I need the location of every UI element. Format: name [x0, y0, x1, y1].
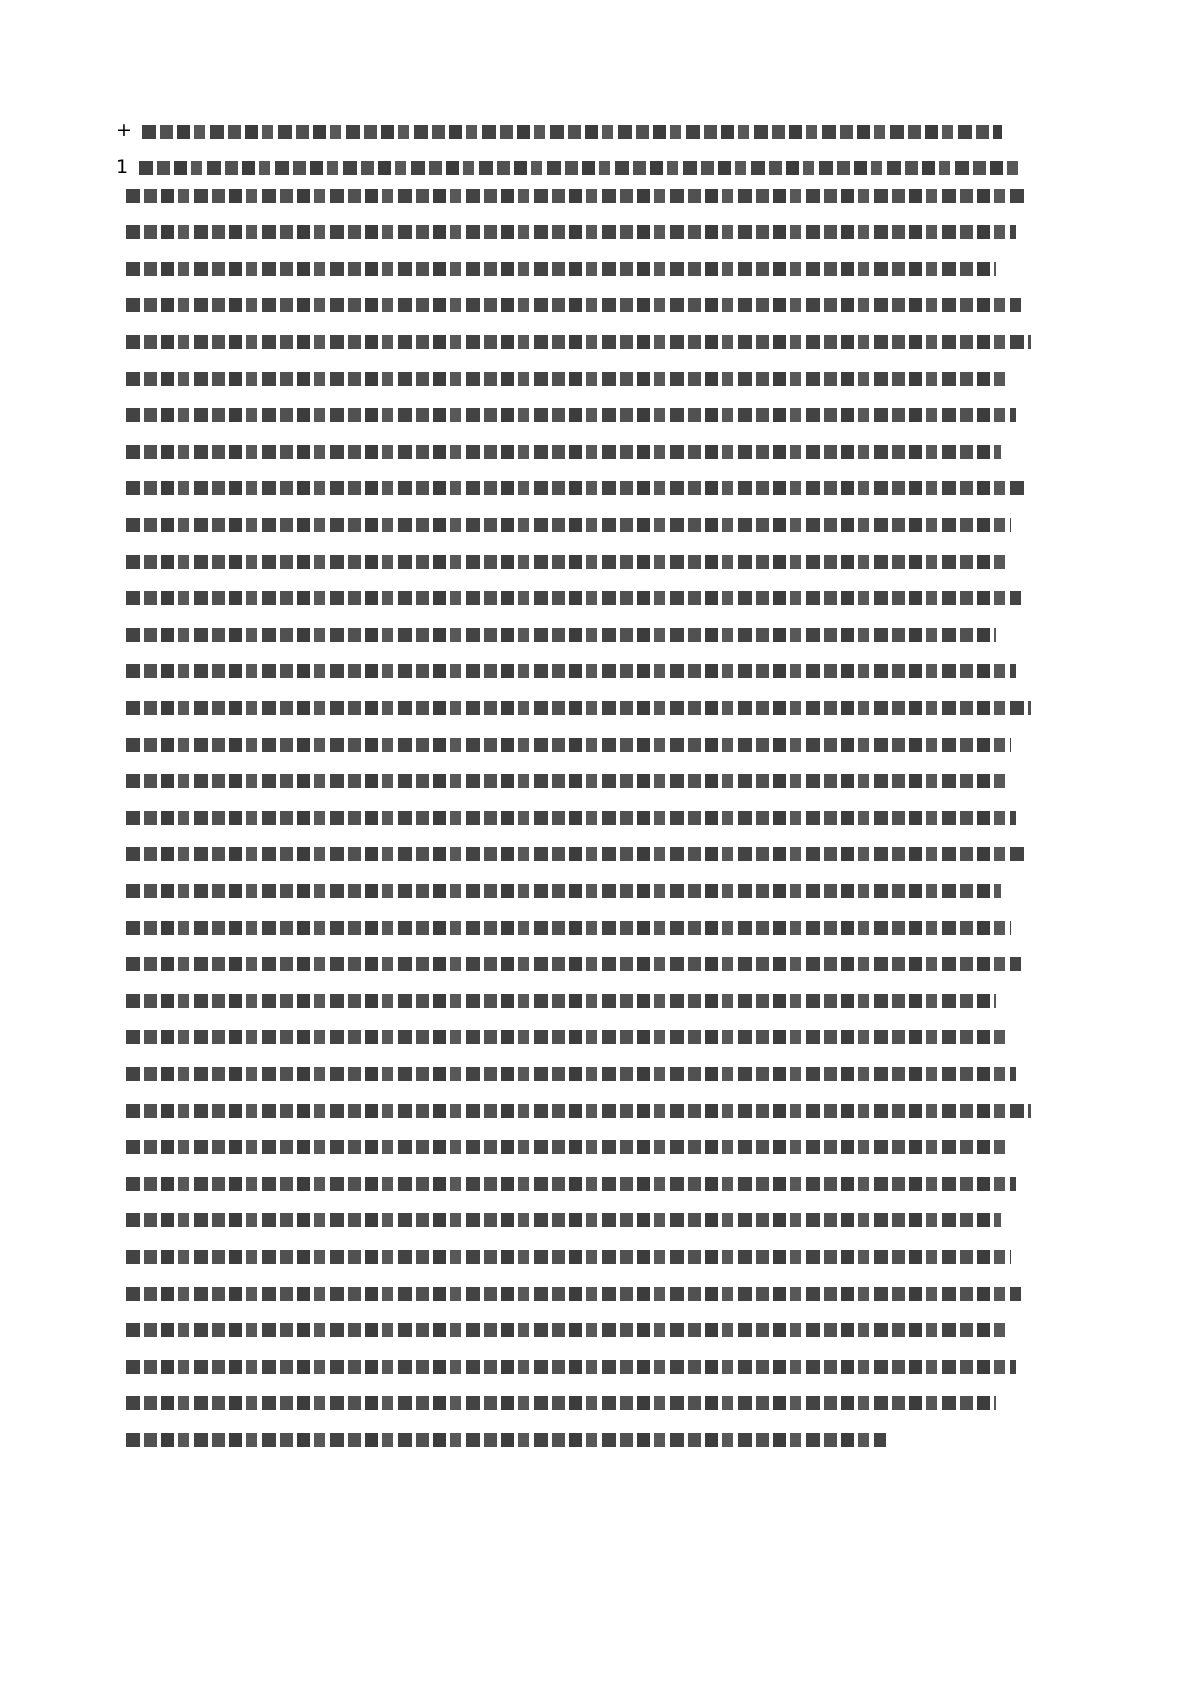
- text-line: [116, 1027, 1084, 1064]
- text-line: [116, 1100, 1084, 1137]
- illegible-glyph-run: [126, 1396, 996, 1410]
- text-line: [116, 1137, 1084, 1174]
- illegible-glyph-run: [126, 811, 1016, 825]
- illegible-glyph-run: [126, 335, 1031, 349]
- illegible-glyph-run: [126, 701, 1031, 715]
- text-line: [116, 917, 1084, 954]
- text-line: [116, 185, 1084, 222]
- illegible-glyph-run: [126, 1213, 1001, 1227]
- text-line: [116, 624, 1084, 661]
- illegible-glyph-run: [126, 1250, 1011, 1264]
- illegible-glyph-run: [126, 994, 996, 1008]
- text-line: [116, 954, 1084, 991]
- text-line: [116, 807, 1084, 844]
- text-line: [116, 661, 1084, 698]
- illegible-glyph-run: [126, 189, 1026, 203]
- illegible-glyph-run: [126, 1287, 1021, 1301]
- text-line: [116, 551, 1084, 588]
- text-line: [116, 698, 1084, 735]
- text-line: [116, 1246, 1084, 1283]
- illegible-glyph-run: [126, 1104, 1031, 1118]
- text-line: [116, 771, 1084, 808]
- garbled-text-block: [116, 112, 1084, 1608]
- illegible-glyph-run: [126, 1030, 1006, 1044]
- text-line: [116, 1356, 1084, 1393]
- illegible-glyph-run: [126, 518, 1011, 532]
- illegible-glyph-run: [126, 884, 1001, 898]
- text-line: [116, 588, 1084, 625]
- illegible-glyph-run: [126, 1360, 1016, 1374]
- illegible-glyph-run: [126, 847, 1026, 861]
- text-line: [116, 1429, 1084, 1466]
- text-line: [116, 478, 1084, 515]
- illegible-glyph-run: [126, 408, 1016, 422]
- illegible-glyph-run: [126, 1177, 1016, 1191]
- text-line: [116, 990, 1084, 1027]
- text-line: [116, 112, 1084, 149]
- illegible-glyph-run: [126, 555, 1006, 569]
- illegible-glyph-run: [126, 591, 1021, 605]
- text-line: [116, 368, 1084, 405]
- text-line-fragment: +: [116, 119, 133, 141]
- illegible-glyph-run: [126, 774, 1006, 788]
- illegible-glyph-run: [126, 921, 1011, 935]
- illegible-glyph-run: [126, 1433, 886, 1447]
- text-line: [116, 1173, 1084, 1210]
- text-line: [116, 1393, 1084, 1430]
- text-line: [116, 1210, 1084, 1247]
- text-line: [116, 222, 1084, 259]
- illegible-glyph-run: [126, 225, 1016, 239]
- illegible-glyph-run: [126, 957, 1021, 971]
- text-line-fragment: 1: [116, 155, 129, 178]
- text-line: [116, 1283, 1084, 1320]
- text-line: [116, 295, 1084, 332]
- text-line: [116, 734, 1084, 771]
- illegible-glyph-run: [126, 738, 1011, 752]
- illegible-glyph-run: [142, 125, 1002, 139]
- text-line: [116, 149, 1084, 186]
- illegible-glyph-run: [126, 628, 996, 642]
- illegible-glyph-run: [126, 298, 1021, 312]
- illegible-glyph-run: [126, 262, 996, 276]
- illegible-glyph-run: [126, 1140, 1006, 1154]
- text-line: [116, 441, 1084, 478]
- illegible-glyph-run: [126, 372, 1006, 386]
- text-line: [116, 258, 1084, 295]
- text-line: [116, 1063, 1084, 1100]
- text-line: [116, 515, 1084, 552]
- text-line: [116, 405, 1084, 442]
- illegible-glyph-run: [126, 481, 1026, 495]
- text-line: [116, 880, 1084, 917]
- illegible-glyph-run: [126, 664, 1016, 678]
- text-line: [116, 332, 1084, 369]
- illegible-glyph-run: [126, 445, 1001, 459]
- illegible-glyph-run: [139, 161, 1019, 175]
- text-line: [116, 844, 1084, 881]
- illegible-glyph-run: [126, 1067, 1016, 1081]
- text-line: [116, 1320, 1084, 1357]
- illegible-glyph-run: [126, 1323, 1006, 1337]
